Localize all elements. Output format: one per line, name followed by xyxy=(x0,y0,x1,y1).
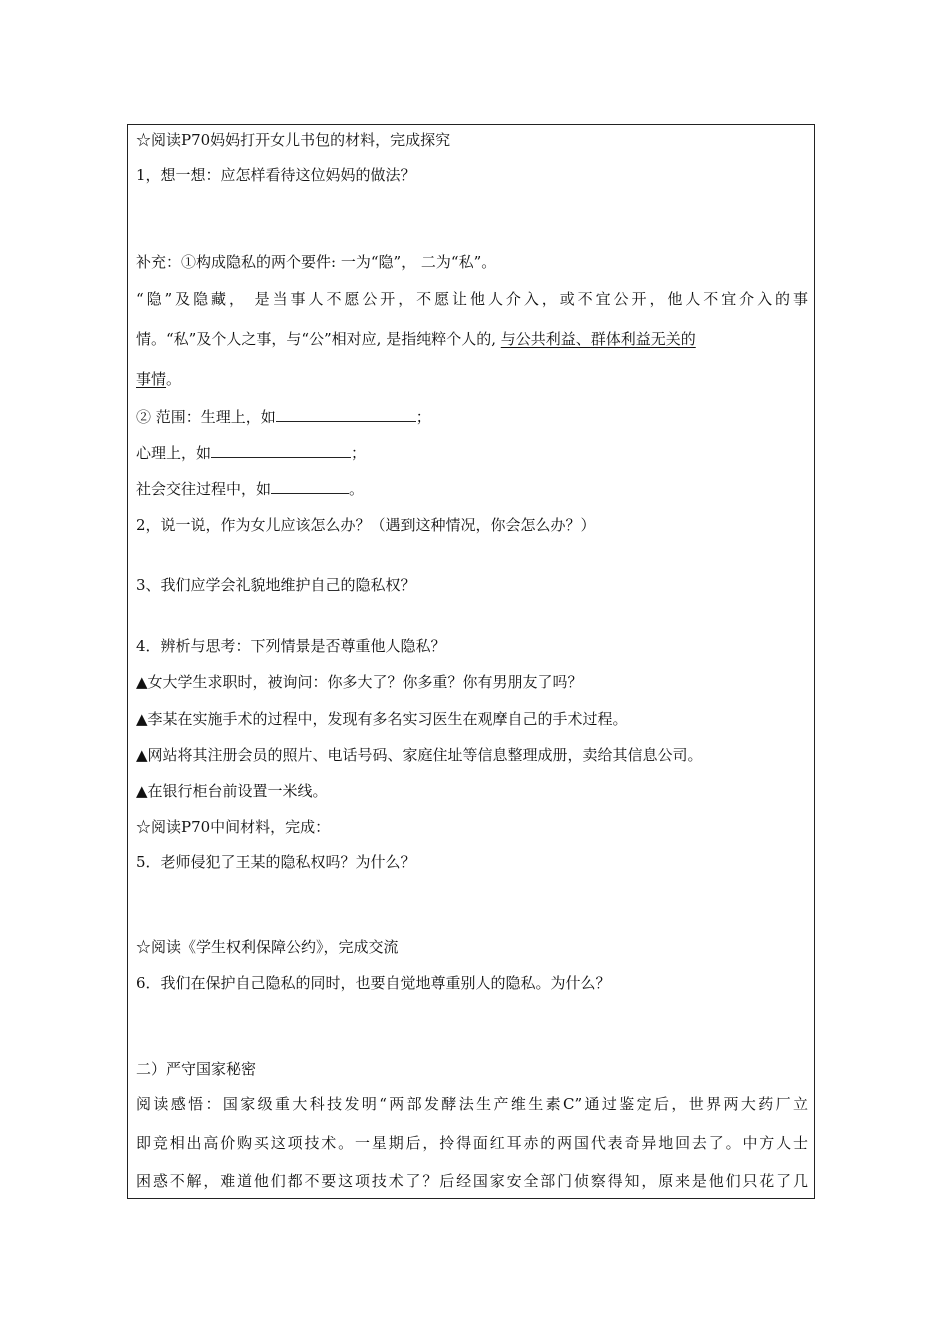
question-6: 6．我们在保护自己隐私的同时，也要自觉地尊重别人的隐私。为什么？ xyxy=(136,974,611,992)
scenario-4: ▲在银行柜台前设置一米线。 xyxy=(136,782,328,800)
question-4: 4．辨析与思考：下列情景是否尊重他人隐私？ xyxy=(136,637,446,655)
reading-task-3: ☆阅读《学生权利保障公约》，完成交流 xyxy=(136,938,399,956)
scope-social-label: 社会交往过程中，如 xyxy=(136,480,272,498)
supplement-heading: 补充：①构成隐私的两个要件: 一为“隐”， 二为“私”。 xyxy=(136,253,497,271)
supplement-line-3-end: 。 xyxy=(166,370,182,388)
blank-social[interactable] xyxy=(271,479,349,494)
question-1: 1，想一想：应怎样看待这位妈妈的做法？ xyxy=(136,166,416,184)
supplement-line-3 xyxy=(136,369,181,389)
underlined-phrase-1: 与公共利益、群体利益无关的 xyxy=(500,330,696,348)
scope-social-end: 。 xyxy=(349,480,365,498)
scenario-3: ▲网站将其注册会员的照片、电话号码、家庭住址等信息整理成册，卖给其信息公司。 xyxy=(136,746,703,764)
scope-social xyxy=(136,479,364,499)
scope-psychological-label: 心理上，如 xyxy=(136,444,212,462)
section-heading-state-secrets: 二）严守国家秘密 xyxy=(136,1060,257,1078)
supplement-line-1: “隐”及隐藏， 是当事人不愿公开，不愿让他人介入，或不宜公开，他人不宜介入的事 xyxy=(136,290,808,308)
question-2: 2，说一说，作为女儿应该怎么办？（遇到这种情况，你会怎么办？） xyxy=(136,516,596,534)
supplement-line-2 xyxy=(136,329,696,349)
scope-physical-end: ； xyxy=(415,408,431,426)
supplement-line-2-text: 情。“私”及个人之事，与“公”相对应, 是指纯粹个人的, xyxy=(136,330,501,348)
scope-physical-label: ② 范围：生理上，如 xyxy=(136,408,276,426)
scope-physical xyxy=(136,407,431,427)
reading-passage-line-2: 即竞相出高价购买这项技术。一星期后，拎得面红耳赤的两国代表奇异地回去了。中方人士 xyxy=(136,1134,808,1152)
reading-passage-line-1: 阅读感悟：国家级重大科技发明“两部发酵法生产维生素C”通过鉴定后，世界两大药厂立 xyxy=(136,1095,808,1113)
reading-task-1: ☆阅读P70妈妈打开女儿书包的材料，完成探究 xyxy=(136,131,451,149)
scope-psychological xyxy=(136,443,366,463)
reading-passage-line-3: 困惑不解，难道他们都不要这项技术了？后经国家安全部门侦察得知，原来是他们只花了几 xyxy=(136,1172,808,1190)
question-5: 5．老师侵犯了王某的隐私权吗？为什么？ xyxy=(136,853,416,871)
reading-task-2: ☆阅读P70中间材料，完成： xyxy=(136,818,331,836)
underlined-phrase-2: 事情 xyxy=(136,370,167,388)
blank-physical[interactable] xyxy=(276,407,416,422)
scenario-1: ▲女大学生求职时，被询问：你多大了？你多重？你有男朋友了吗？ xyxy=(136,673,583,691)
scenario-2: ▲李某在实施手术的过程中，发现有多名实习医生在观摩自己的手术过程。 xyxy=(136,710,628,728)
worksheet-table-cell xyxy=(127,124,815,1199)
blank-psychological[interactable] xyxy=(211,443,351,458)
scope-psychological-end: ； xyxy=(351,444,367,462)
question-3: 3、我们应学会礼貌地维护自己的隐私权？ xyxy=(136,576,416,594)
